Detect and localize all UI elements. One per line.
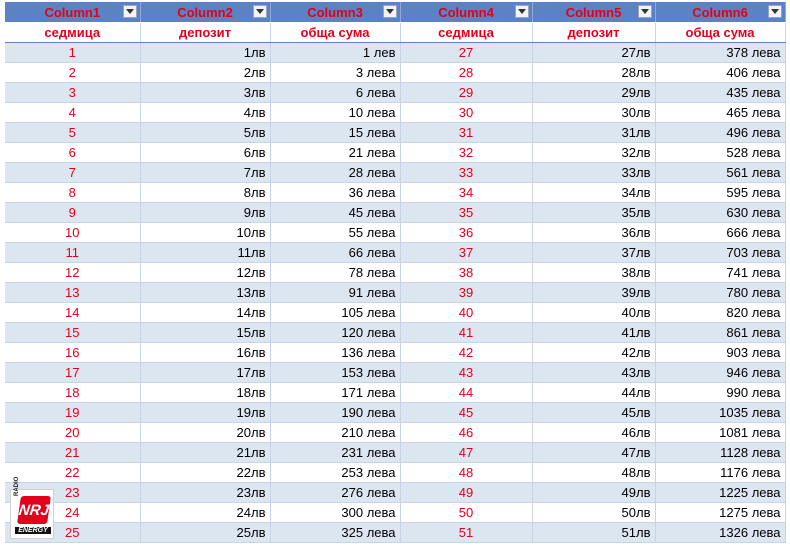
table-cell[interactable]: 28 лева [270, 163, 400, 183]
table-cell[interactable]: 45 [400, 403, 532, 423]
table-cell[interactable]: 35 [400, 203, 532, 223]
table-cell[interactable]: 13 [5, 283, 140, 303]
table-cell[interactable]: 8лв [140, 183, 270, 203]
table-cell[interactable]: 11лв [140, 243, 270, 263]
table-cell[interactable]: 20лв [140, 423, 270, 443]
column-header-6[interactable] [655, 2, 785, 23]
column-header-4[interactable] [400, 2, 532, 23]
table-cell[interactable]: 37 [400, 243, 532, 263]
table-cell[interactable]: 47лв [532, 443, 655, 463]
table-row [5, 163, 785, 183]
table-cell[interactable]: 32 [400, 143, 532, 163]
table-cell[interactable]: 1176 лева [655, 463, 785, 483]
table-cell[interactable]: 51лв [532, 523, 655, 543]
nrj-radio-logo [10, 476, 54, 539]
filter-dropdown-button[interactable] [768, 5, 782, 18]
table-cell[interactable]: 190 лева [270, 403, 400, 423]
table-cell[interactable]: 19 [5, 403, 140, 423]
table-cell[interactable]: 1081 лева [655, 423, 785, 443]
table-cell[interactable]: 1 [5, 43, 140, 63]
table-cell[interactable]: 40лв [532, 303, 655, 323]
table-cell[interactable]: 10 лева [270, 103, 400, 123]
table-cell[interactable]: 48 [400, 463, 532, 483]
table-row [5, 283, 785, 303]
table-cell[interactable]: 14лв [140, 303, 270, 323]
table-row [5, 123, 785, 143]
table-cell[interactable]: 378 лева [655, 43, 785, 63]
table-cell[interactable]: 33 [400, 163, 532, 183]
table-cell[interactable]: 6 [5, 143, 140, 163]
table-row [5, 443, 785, 463]
table-cell[interactable]: 33лв [532, 163, 655, 183]
table-cell[interactable]: 16лв [140, 343, 270, 363]
table-cell[interactable]: 9 [5, 203, 140, 223]
table-cell[interactable]: 44лв [532, 383, 655, 403]
table-cell[interactable]: 34лв [532, 183, 655, 203]
table-row [5, 423, 785, 443]
chevron-down-icon [126, 9, 134, 14]
table-cell[interactable]: 45лв [532, 403, 655, 423]
table-cell[interactable]: 25 [5, 523, 140, 543]
logo-radio-text: RADIO [14, 476, 20, 496]
table-cell[interactable]: 78 лева [270, 263, 400, 283]
spreadsheet-table-region [5, 2, 785, 543]
table-cell[interactable]: 105 лева [270, 303, 400, 323]
table-cell[interactable]: 703 лева [655, 243, 785, 263]
subheader-cell[interactable]: депозит [140, 23, 270, 43]
table-cell[interactable]: 990 лева [655, 383, 785, 403]
chevron-down-icon [641, 9, 649, 14]
table-cell[interactable]: 15 [5, 323, 140, 343]
filter-dropdown-button[interactable] [638, 5, 652, 18]
table-cell[interactable]: 406 лева [655, 63, 785, 83]
table-cell[interactable]: 30лв [532, 103, 655, 123]
table-row [5, 263, 785, 283]
table-cell[interactable]: 300 лева [270, 503, 400, 523]
table-cell[interactable]: 7 [5, 163, 140, 183]
table-cell[interactable]: 17лв [140, 363, 270, 383]
column-header-3[interactable] [270, 2, 400, 23]
table-cell[interactable]: 35лв [532, 203, 655, 223]
table-cell[interactable]: 1035 лева [655, 403, 785, 423]
table-cell[interactable]: 18 [5, 383, 140, 403]
table-cell[interactable]: 1128 лева [655, 443, 785, 463]
table-cell[interactable]: 8 [5, 183, 140, 203]
table-cell[interactable]: 435 лева [655, 83, 785, 103]
table-cell[interactable]: 42 [400, 343, 532, 363]
table-cell[interactable]: 10лв [140, 223, 270, 243]
subheader-cell[interactable]: седмица [400, 23, 532, 43]
subheader-cell[interactable]: седмица [5, 23, 140, 43]
table-cell[interactable]: 22лв [140, 463, 270, 483]
logo-brand-text: NRJ [17, 496, 51, 524]
table-cell[interactable]: 7лв [140, 163, 270, 183]
chevron-down-icon [771, 9, 779, 14]
filter-dropdown-button[interactable] [515, 5, 529, 18]
table-cell[interactable]: 36лв [532, 223, 655, 243]
table-row [5, 103, 785, 123]
table-cell[interactable]: 42лв [532, 343, 655, 363]
table-cell[interactable]: 39лв [532, 283, 655, 303]
table-cell[interactable]: 29 [400, 83, 532, 103]
table-row [5, 483, 785, 503]
table-row [5, 343, 785, 363]
table-cell[interactable]: 41лв [532, 323, 655, 343]
table-cell[interactable]: 14 [5, 303, 140, 323]
table-cell[interactable]: 23лв [140, 483, 270, 503]
table-cell[interactable]: 9лв [140, 203, 270, 223]
table-cell[interactable]: 38лв [532, 263, 655, 283]
table-cell[interactable]: 50 [400, 503, 532, 523]
chevron-down-icon [256, 9, 264, 14]
table-cell[interactable]: 276 лева [270, 483, 400, 503]
table-cell[interactable]: 36 лева [270, 183, 400, 203]
table-cell[interactable]: 38 [400, 263, 532, 283]
table-cell[interactable]: 20 [5, 423, 140, 443]
table-cell[interactable]: 28лв [532, 63, 655, 83]
table-cell[interactable]: 24 [5, 503, 140, 523]
table-cell[interactable]: 1275 лева [655, 503, 785, 523]
column-header-label: Column1 [44, 4, 101, 20]
table-cell[interactable]: 861 лева [655, 323, 785, 343]
column-header-1[interactable] [5, 2, 140, 23]
table-cell[interactable]: 22 [5, 463, 140, 483]
table-cell[interactable]: 561 лева [655, 163, 785, 183]
table-row [5, 223, 785, 243]
table-cell[interactable]: 30 [400, 103, 532, 123]
table-cell[interactable]: 16 [5, 343, 140, 363]
logo-tagline-text: ENERGY [15, 527, 51, 534]
table-cell[interactable]: 28 [400, 63, 532, 83]
table-cell[interactable]: 741 лева [655, 263, 785, 283]
filter-dropdown-button[interactable] [253, 5, 267, 18]
column-header-label: Column3 [307, 4, 363, 20]
table-cell[interactable]: 44 [400, 383, 532, 403]
column-header-2[interactable] [140, 2, 270, 23]
table-row [5, 523, 785, 543]
table-row [5, 303, 785, 323]
column-header-5[interactable] [532, 2, 655, 23]
table-cell[interactable]: 3 [5, 83, 140, 103]
subheader-cell[interactable]: обща сума [270, 23, 400, 43]
table-cell[interactable]: 43 [400, 363, 532, 383]
table-cell[interactable]: 666 лева [655, 223, 785, 243]
data-table [5, 2, 786, 543]
table-cell[interactable]: 51 [400, 523, 532, 543]
table-row [5, 463, 785, 483]
table-cell[interactable]: 34 [400, 183, 532, 203]
table-row [5, 503, 785, 523]
table-cell[interactable]: 253 лева [270, 463, 400, 483]
table-row [5, 383, 785, 403]
table-cell[interactable]: 40 [400, 303, 532, 323]
table-cell[interactable]: 231 лева [270, 443, 400, 463]
table-row [5, 83, 785, 103]
table-cell[interactable]: 5лв [140, 123, 270, 143]
subheader-cell[interactable]: обща сума [655, 23, 785, 43]
chevron-down-icon [386, 9, 394, 14]
table-cell[interactable]: 21лв [140, 443, 270, 463]
column-header-label: Column4 [438, 4, 494, 20]
filter-dropdown-button[interactable] [383, 5, 397, 18]
table-cell[interactable]: 3лв [140, 83, 270, 103]
column-header-label: Column5 [565, 4, 622, 20]
table-cell[interactable]: 49лв [532, 483, 655, 503]
table-row [5, 183, 785, 203]
table-cell[interactable]: 50лв [532, 503, 655, 523]
table-cell[interactable]: 496 лева [655, 123, 785, 143]
table-cell[interactable]: 48лв [532, 463, 655, 483]
table-cell[interactable]: 66 лева [270, 243, 400, 263]
table-cell[interactable]: 136 лева [270, 343, 400, 363]
table-cell[interactable]: 49 [400, 483, 532, 503]
table-cell[interactable]: 325 лева [270, 523, 400, 543]
table-cell[interactable]: 21 лева [270, 143, 400, 163]
table-cell[interactable]: 36 [400, 223, 532, 243]
table-cell[interactable]: 780 лева [655, 283, 785, 303]
table-cell[interactable]: 46лв [532, 423, 655, 443]
table-row [5, 63, 785, 83]
table-cell[interactable]: 10 [5, 223, 140, 243]
table-cell[interactable]: 45 лева [270, 203, 400, 223]
table-cell[interactable]: 46 [400, 423, 532, 443]
table-cell[interactable]: 37лв [532, 243, 655, 263]
table-cell[interactable]: 1326 лева [655, 523, 785, 543]
table-cell[interactable]: 39 [400, 283, 532, 303]
table-cell[interactable]: 4 [5, 103, 140, 123]
table-cell[interactable]: 18лв [140, 383, 270, 403]
table-cell[interactable]: 2лв [140, 63, 270, 83]
table-cell[interactable]: 6 лева [270, 83, 400, 103]
table-cell[interactable]: 31 [400, 123, 532, 143]
table-cell[interactable]: 41 [400, 323, 532, 343]
header-row [5, 2, 785, 23]
subheader-row [5, 23, 785, 43]
table-cell[interactable]: 5 [5, 123, 140, 143]
table-cell[interactable]: 47 [400, 443, 532, 463]
subheader-cell[interactable]: депозит [532, 23, 655, 43]
chevron-down-icon [518, 9, 526, 14]
table-cell[interactable]: 31лв [532, 123, 655, 143]
table-cell[interactable]: 2 [5, 63, 140, 83]
table-cell[interactable]: 153 лева [270, 363, 400, 383]
table-cell[interactable]: 210 лева [270, 423, 400, 443]
table-cell[interactable]: 19лв [140, 403, 270, 423]
table-cell[interactable]: 595 лева [655, 183, 785, 203]
table-cell[interactable]: 903 лева [655, 343, 785, 363]
table-cell[interactable]: 1лв [140, 43, 270, 63]
table-cell[interactable]: 15лв [140, 323, 270, 343]
table-cell[interactable]: 15 лева [270, 123, 400, 143]
table-cell[interactable]: 4лв [140, 103, 270, 123]
table-cell[interactable]: 946 лева [655, 363, 785, 383]
table-cell[interactable]: 21 [5, 443, 140, 463]
table-cell[interactable]: 27лв [532, 43, 655, 63]
table-row [5, 203, 785, 223]
table-cell[interactable]: 1225 лева [655, 483, 785, 503]
table-cell[interactable]: 528 лева [655, 143, 785, 163]
table-cell[interactable]: 43лв [532, 363, 655, 383]
table-cell[interactable]: 55 лева [270, 223, 400, 243]
table-cell[interactable]: 171 лева [270, 383, 400, 403]
table-cell[interactable]: 11 [5, 243, 140, 263]
table-cell[interactable]: 820 лева [655, 303, 785, 323]
table-cell[interactable]: 465 лева [655, 103, 785, 123]
table-cell[interactable]: 27 [400, 43, 532, 63]
table-row [5, 243, 785, 263]
table-cell[interactable]: 12лв [140, 263, 270, 283]
table-cell[interactable]: 17 [5, 363, 140, 383]
table-cell[interactable]: 91 лева [270, 283, 400, 303]
table-cell[interactable]: 630 лева [655, 203, 785, 223]
table-row [5, 43, 785, 63]
table-row [5, 363, 785, 383]
table-cell[interactable]: 3 лева [270, 63, 400, 83]
column-header-label: Column2 [177, 4, 233, 20]
table-cell[interactable]: 29лв [532, 83, 655, 103]
table-cell[interactable]: 13лв [140, 283, 270, 303]
table-cell[interactable]: 12 [5, 263, 140, 283]
table-cell[interactable]: 24лв [140, 503, 270, 523]
table-row [5, 143, 785, 163]
table-cell[interactable]: 1 лев [270, 43, 400, 63]
column-header-label: Column6 [692, 4, 748, 20]
table-cell[interactable]: 32лв [532, 143, 655, 163]
table-row [5, 323, 785, 343]
table-cell[interactable]: 25лв [140, 523, 270, 543]
table-cell[interactable]: 6лв [140, 143, 270, 163]
table-cell[interactable]: 120 лева [270, 323, 400, 343]
filter-dropdown-button[interactable] [123, 5, 137, 18]
table-row [5, 403, 785, 423]
table-cell[interactable]: 23 [5, 483, 140, 503]
